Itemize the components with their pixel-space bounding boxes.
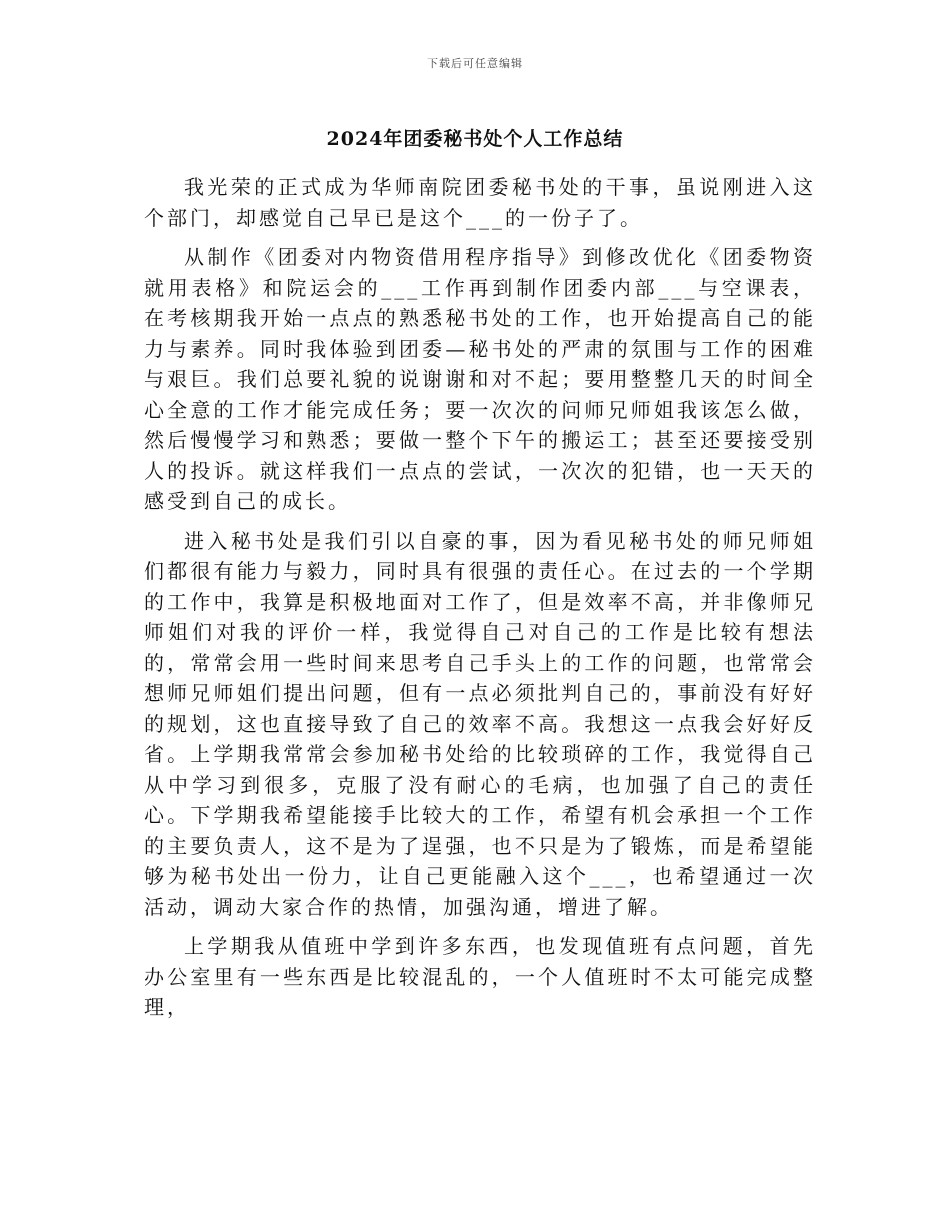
paragraph-2: 从制作《团委对内物资借用程序指导》到修改优化《团委物资就用表格》和院运会的___工作再到制作团委内部___与空课表，在考核期我开始一点点的熟悉秘书处的工作，也开始提高自己的能力与素养。同时我体验到团委—秘书处的严肃的氛围与工作的困难与艰巨。我们总要礼貌的说谢谢和对不起；要用整整几天的时间全心全意的工作才能完成任务；要一次次的问师兄师姐我该怎么做，然后慢慢学习和熟悉；要做一整个下午的搬运工；甚至还要接受别人的投诉。就这样我们一点点的尝试，一次次的犯错，也一天天的感受到自己的成长。 [144,245,816,513]
document-title: 2024年团委秘书处个人工作总结 [326,128,624,150]
header-note: 下载后可任意编辑 [427,57,523,70]
paragraph-1: 我光荣的正式成为华师南院团委秘书处的干事，虽说刚进入这个部门，却感觉自己早已是这个___的一份子了。 [144,175,816,230]
paragraph-3: 进入秘书处是我们引以自豪的事，因为看见秘书处的师兄师姐们都很有能力与毅力，同时具有很强的责任心。在过去的一个学期的工作中，我算是积极地面对工作了，但是效率不高，并非像师兄师姐们对我的评价一样，我觉得自己对自己的工作是比较有想法的，常常会用一些时间来思考自己手头上的工作的问题，也常常会想师兄师姐们提出问题，但有一点必须批判自己的，事前没有好好的规划，这也直接导致了自己的效率不高。我想这一点我会好好反省。上学期我常常会参加秘书处给的比较琐碎的工作，我觉得自己从中学习到很多，克服了没有耐心的毛病，也加强了自己的责任心。下学期我希望能接手比较大的工作，希望有机会承担一个工作的主要负责人，这不是为了逞强，也不只是为了锻炼，而是希望能够为秘书处出一份力，让自己更能融入这个___，也希望通过一次活动，调动大家合作的热情，加强沟通，增进了解。 [144,528,816,919]
document-body [144,172,816,1032]
paragraph-4: 上学期我从值班中学到许多东西，也发现值班有点问题，首先办公室里有一些东西是比较混乱的，一个人值班时不太可能完成整理， [144,934,816,1019]
